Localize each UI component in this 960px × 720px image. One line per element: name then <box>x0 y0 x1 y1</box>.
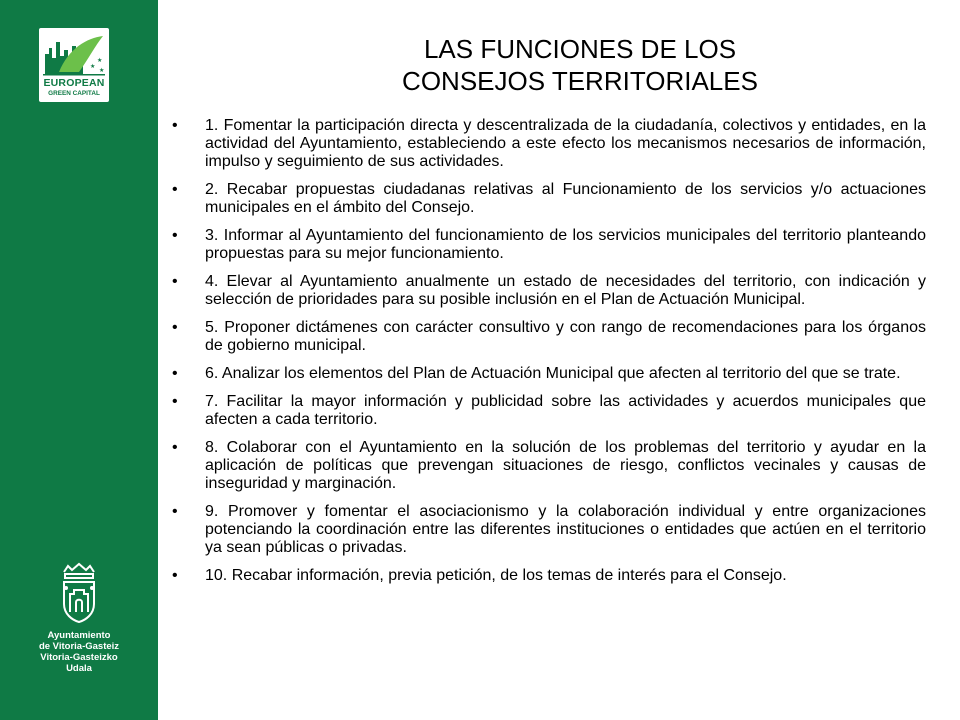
city-name-line: Udala <box>66 663 92 674</box>
city-skyline-icon <box>39 28 109 78</box>
city-council-name <box>18 630 140 674</box>
list-item <box>172 181 926 217</box>
european-green-capital-logo <box>39 28 109 102</box>
list-item-text: 6. Analizar los elementos del Plan de Actuación Municipal que afecten al territorio del que se trate. <box>205 365 901 382</box>
list-item-text: 5. Proponer dictámenes con carácter consultivo y con rango de recomendaciones para los órganos de gobierno municipal. <box>205 319 926 354</box>
list-item <box>172 567 926 585</box>
slide-title-line: CONSEJOS TERRITORIALES <box>402 66 758 96</box>
functions-list <box>172 117 926 595</box>
list-item-text: 3. Informar al Ayuntamiento del funcionamiento de los servicios municipales del territorio planteando propuestas para su mejor funcionamiento. <box>205 227 926 262</box>
bullet-icon: • <box>172 227 178 244</box>
sidebar <box>0 0 158 720</box>
list-item-text: 9. Promover y fomentar el asociacionismo y la colaboración individual y entre organizaciones potenciando la coordinación entre las diferentes instituciones o entidades que actúen en el territorio ya sean públicas o privadas. <box>205 503 926 556</box>
list-item <box>172 393 926 429</box>
svg-text:★: ★ <box>90 63 96 70</box>
list-item <box>172 365 926 383</box>
list-item-text: 2. Recabar propuestas ciudadanas relativas al Funcionamiento de los servicios y/o actuaciones municipales en el ámbito del Consejo. <box>205 181 926 216</box>
bullet-icon: • <box>172 117 178 134</box>
city-name-line: Vitoria-Gasteizko <box>40 652 118 663</box>
egc-logo-line1: EUROPEAN <box>43 77 105 89</box>
bullet-icon: • <box>172 319 178 336</box>
bullet-icon: • <box>172 567 178 584</box>
list-item-text: 7. Facilitar la mayor información y publicidad sobre las actividades y acuerdos municipales que afecten a cada territorio. <box>205 393 926 428</box>
list-item-text: 4. Elevar al Ayuntamiento anualmente un estado de necesidades del territorio, con indicación y selección de prioridades para su posible inclusión en el Plan de Actuación Municipal. <box>205 273 926 308</box>
list-item-text: 1. Fomentar la participación directa y descentralizada de la ciudadanía, colectivos y entidades, en la actividad del Ayuntamiento, estableciendo a este efecto los mecanismos necesarios de información, impulso y seguimiento de sus actividades. <box>205 117 926 170</box>
list-item-text: 8. Colaborar con el Ayuntamiento en la solución de los problemas del territorio y ayudar en la aplicación de políticas que prevengan situaciones de riesgo, conflictos vecinales y causas de inseguridad y marginación. <box>205 439 926 492</box>
list-item <box>172 227 926 263</box>
list-item <box>172 439 926 493</box>
bullet-icon: • <box>172 393 178 410</box>
list-item <box>172 117 926 171</box>
bullet-icon: • <box>172 181 178 198</box>
svg-text:★: ★ <box>99 67 105 74</box>
list-item-text: 10. Recabar información, previa petición, de los temas de interés para el Consejo. <box>205 567 787 584</box>
city-name-line: Ayuntamiento <box>47 630 111 641</box>
slide-title <box>300 33 860 97</box>
slide-title-line: LAS FUNCIONES DE LOS <box>423 34 737 64</box>
bullet-icon: • <box>172 365 178 382</box>
bullet-icon: • <box>172 503 178 520</box>
city-crest-icon <box>58 562 100 624</box>
svg-text:★: ★ <box>97 57 103 64</box>
list-item <box>172 503 926 557</box>
bullet-icon: • <box>172 439 178 456</box>
bullet-icon: • <box>172 273 178 290</box>
list-item <box>172 319 926 355</box>
list-item <box>172 273 926 309</box>
city-name-line: de Vitoria-Gasteiz <box>38 641 120 652</box>
egc-logo-line2: GREEN CAPITAL <box>48 90 100 97</box>
